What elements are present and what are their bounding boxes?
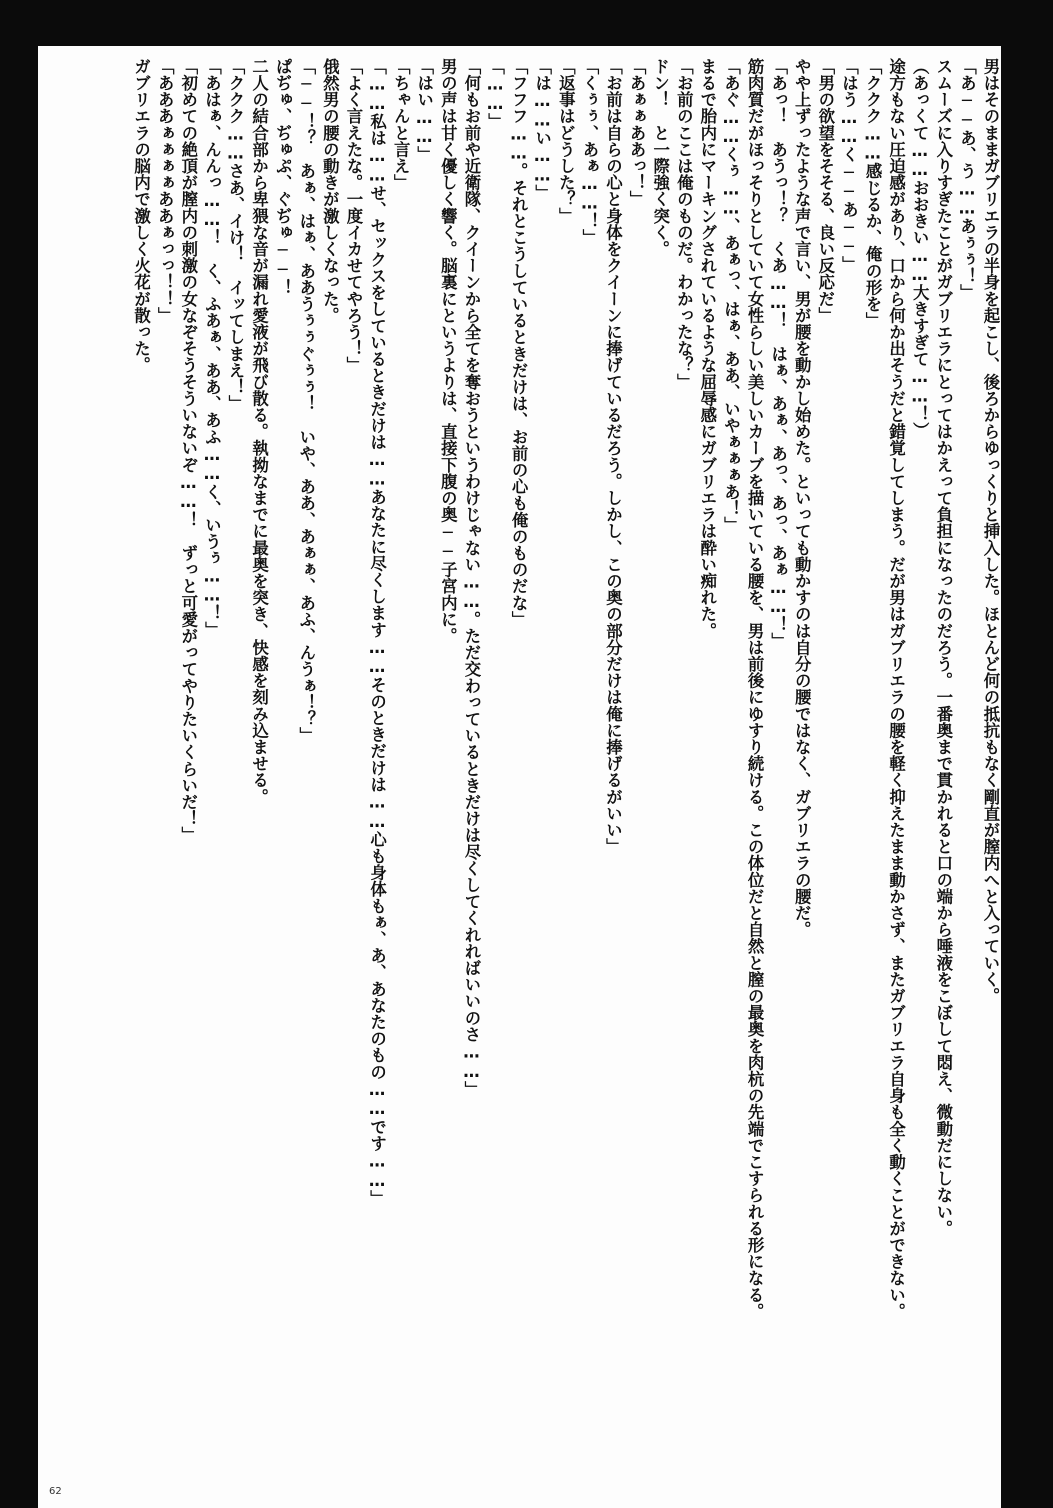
vertical-text-body	[82, 58, 1002, 1453]
text-line: 「男の欲望をそそる、良い反応だ」	[815, 58, 835, 324]
scan-frame-right	[1001, 0, 1053, 1508]
text-line: 「返事はどうした？」	[556, 58, 576, 224]
text-line: 「はう……く──あ──」	[839, 58, 859, 273]
text-line: 男の声は甘く優しく響く。脳裏にというよりは、直接下腹の奥──子宮内に。	[438, 58, 458, 645]
text-line: 「は……い……」	[532, 58, 552, 202]
text-line: 「あああぁぁぁぁああぁっっ！！」	[155, 58, 175, 324]
text-line: まるで胎内にマーキングされているような屈辱感にガブリエラは酔い痴れた。	[697, 58, 717, 639]
text-line: 「くぅぅ、あぁ……！」	[579, 58, 599, 246]
text-line: 「あぐ……くぅ……、あぁっ、はぁ、ああ、いやぁぁぁあ！」	[721, 58, 741, 534]
text-line: 「お前のここは俺のものだ。わかったな？」	[674, 58, 694, 390]
text-line: 「──！？ あぁ、はぁ、ああうぅぅぐぅぅ！ いや、ああ、あぁぁ、あふ、んうぁ！？」	[296, 58, 316, 744]
text-line: 「……私は……せ、セックスをしているときだけは……あなたに尽くします……そのときだけは……心も身体もぁ、あ、あなたのもの……です……」	[367, 58, 387, 1207]
text-line: スムーズに入りすぎたことがガブリエラにとってはかえって負担になったのだろう。一番奥まで貫かれると口の端から唾液をこぼして悶え、微動だにしない。	[933, 58, 953, 1237]
page-number: 62	[49, 1486, 62, 1497]
text-line: ドン！ と一際強く突く。	[650, 58, 670, 258]
text-line: 筋肉質だがほっそりとしていて女性らしい美しいカーブを描いている腰を、男は前後にゆすり続ける。この体位だと自然と膣の最奥を肉杭の先端でこすられる形になる。	[745, 58, 765, 1320]
text-line: 「あっ！ あうっ！？ くあ……！ はぁ、あぁ、あっ、あっ、あぁ……！」	[768, 58, 788, 650]
text-line: 「あぁぁああっ！」	[627, 58, 647, 208]
text-line: 「……」	[485, 58, 505, 130]
text-line: やや上ずったような声で言い、男が腰を動かし始めた。といっても動かすのは自分の腰ではなく、ガブリエラの腰だ。	[792, 58, 812, 938]
text-line: 二人の結合部から卑猥な音が漏れ愛液が飛び散る。執拗なまでに最奥を突き、快感を刻み込ませる。	[249, 58, 269, 805]
text-line: 「ちゃんと言え」	[391, 58, 411, 191]
text-line: 「ククク……感じるか、俺の形を」	[863, 58, 883, 329]
text-line: 「お前は自らの心と身体をクイーンに捧げているだろう。しかし、この奥の部分だけは俺に捧げるがいい」	[603, 58, 623, 855]
text-line: 「何もお前や近衛隊、クイーンから全てを奪おうというわけじゃない……。ただ交わっているときだけは尽くしてくれればいいのさ……」	[461, 58, 481, 1098]
text-line: ぱぢゅ、ぢゅぷ、ぐぢゅ──！	[273, 58, 293, 296]
text-line: 「あはぁ、んんっ……！ く、ふあぁ、ああ、あふ……く、いうぅ……！」	[202, 58, 222, 638]
text-line: 途方もない圧迫感があり、口から何か出そうだと錯覚してしまう。だが男はガブリエラの腰を軽く抑えたまま動かさず、またガブリエラ自身も全く動くことができない。	[886, 58, 906, 1320]
text-line: 「はい……」	[414, 58, 434, 163]
text-line: （あっくて……おおきい……大きすぎて……！）	[910, 58, 930, 439]
text-line: 俄然男の腰の動きが激しくなった。	[320, 58, 340, 324]
text-line: 男はそのままガブリエラの半身を起こし、後ろからゆっくりと挿入した。ほとんど何の抵抗もなく剛直が膣内へと入っていく。	[981, 58, 1000, 1005]
scan-frame-top	[0, 0, 1053, 46]
text-line: 「ククク……さあ、イけ！ イッてしまえ！」	[226, 58, 245, 412]
text-line: 「あ──あ、う……あぅぅ！」	[957, 58, 977, 301]
text-line: ガブリエラの脳内で激しく火花が散った。	[131, 58, 151, 374]
text-line: 「よく言えたな。一度イカせてやろう！」	[343, 58, 363, 374]
scan-frame-left	[0, 0, 38, 1508]
text-line: 「フフフ……。それとこうしているときだけは、お前の心も俺のものだな」	[509, 58, 529, 628]
text-line: 「初めての絶頂が膣内の刺激の女なぞそうそういないぞ……！ ずっと可愛がってやりたいくらいだ！」	[178, 58, 198, 844]
